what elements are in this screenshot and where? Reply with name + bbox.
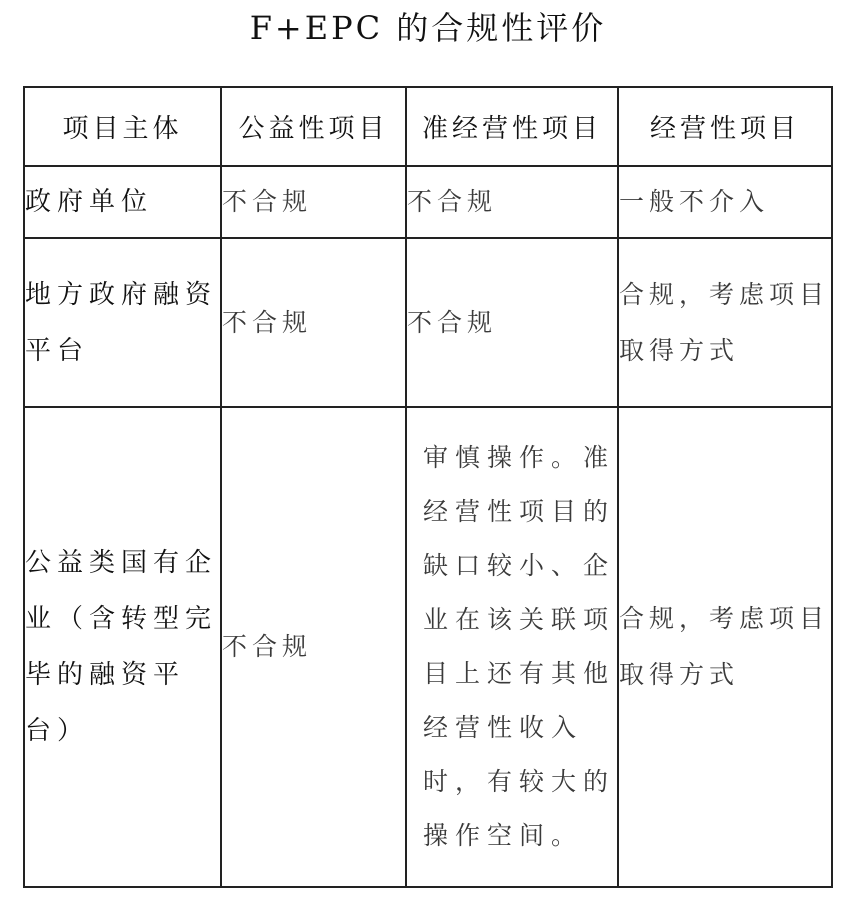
row-entity: 公益类国有企业（含转型完毕的融资平台） — [24, 407, 221, 887]
cell-quasi-operating: 不合规 — [406, 238, 618, 407]
cell-public-welfare: 不合规 — [221, 166, 406, 238]
table-row — [24, 166, 832, 238]
header-entity: 项目主体 — [24, 87, 221, 166]
cell-public-welfare: 不合规 — [221, 407, 406, 887]
cell-operating: 一般不介入 — [618, 166, 832, 238]
header-quasi-operating: 准经营性项目 — [406, 87, 618, 166]
compliance-table — [23, 86, 833, 888]
table-row — [24, 407, 832, 887]
cell-quasi-operating: 审慎操作。准经营性项目的缺口较小、企业在该关联项目上还有其他经营性收入时，有较大的操作空间。 — [406, 407, 618, 887]
cell-public-welfare: 不合规 — [221, 238, 406, 407]
table-title: F+EPC 的合规性评价 — [249, 9, 607, 47]
row-entity: 地方政府融资平台 — [24, 238, 221, 407]
header-row — [24, 87, 832, 166]
cell-operating: 合规，考虑项目取得方式 — [618, 407, 832, 887]
table-row — [24, 238, 832, 407]
cell-operating: 合规，考虑项目取得方式 — [618, 238, 832, 407]
cell-quasi-operating: 不合规 — [406, 166, 618, 238]
header-operating: 经营性项目 — [618, 87, 832, 166]
row-entity: 政府单位 — [24, 166, 221, 238]
header-public-welfare: 公益性项目 — [221, 87, 406, 166]
